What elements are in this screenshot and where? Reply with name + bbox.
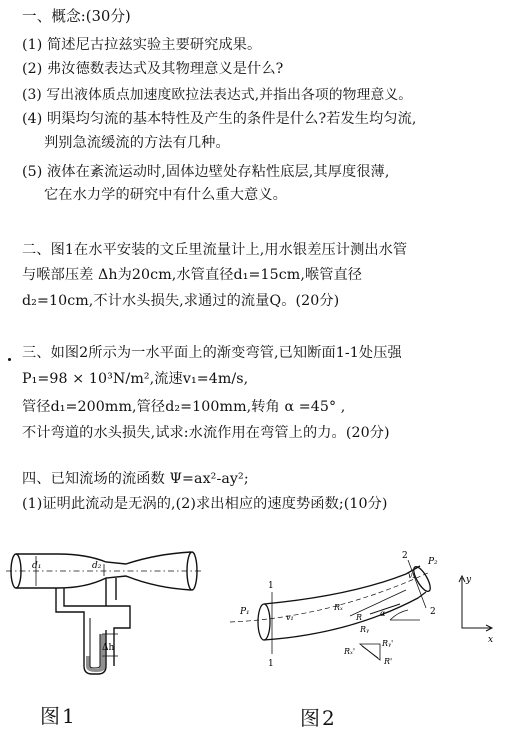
figure2-label-section1-bottom: 1 (268, 659, 274, 669)
figure1-label-d2: d₂ (92, 561, 102, 571)
question-1-2: (2) 弗汝德数表达式及其物理意义是什么? (22, 61, 284, 77)
question-1-5-line2: 它在水力学的研究中有什么重大意义。 (44, 187, 287, 203)
section2-line3: d₂=10cm,不计水头损失,求通过的流量Q。(20分) (22, 293, 340, 309)
figure1-label-dh: Δh (102, 643, 115, 653)
section1-title: 一、概念:(30分) (22, 8, 131, 25)
figure2-label-r2: R' (384, 657, 393, 666)
figure2-label-y-axis: y (466, 575, 472, 585)
figure2-label-r: R (356, 613, 363, 622)
figure2-label-alpha: α (380, 609, 386, 618)
question-1-3: (3) 写出液体质点加速度欧拉法表达式,并指出各项的物理意义。 (22, 87, 413, 103)
figure2-label-section2-b: 2 (430, 607, 436, 617)
section3-line4: 不计弯道的水头损失,试求:水流作用在弯管上的力。(20分) (22, 425, 390, 441)
section3-line2: P₁=98 × 10³N/m²,流速v₁=4m/s, (22, 371, 249, 387)
section4-line1: 四、已知流场的流函数 Ψ=ax²-ay²; (22, 471, 249, 487)
question-1-1: (1) 简述尼古拉兹实验主要研究成果。 (22, 37, 262, 53)
figure2-label-x-axis: x (488, 635, 494, 645)
figure2-label-p2: P₂ (428, 557, 438, 567)
section2-line2: 与喉部压差 Δh为20cm,水管直径d₁=15cm,喉管直径 (22, 267, 363, 283)
section4-line2: (1)证明此流动是无涡的,(2)求出相应的速度势函数;(10分) (22, 496, 388, 512)
figure2-label-section1-top: 1 (268, 581, 274, 591)
figure1-caption: 图1 (40, 704, 77, 728)
figure2-caption: 图2 (300, 706, 337, 730)
figure2-label-rx: Rₓ (334, 603, 343, 612)
section2-line1: 二、图1在水平安装的文丘里流量计上,用水银差压计测出水管 (22, 242, 408, 258)
figure1-venturi-diagram (6, 538, 206, 678)
section3-line1: 三、如图2所示为一水平面上的渐变弯管,已知断面1-1处压强 (22, 345, 402, 361)
stray-dot (8, 358, 11, 361)
figure2-label-p1: P₁ (240, 607, 250, 617)
figure2-bend-diagram (230, 548, 500, 678)
figure2-label-rx2: Rₓ' (344, 647, 356, 656)
question-1-5-line1: (5) 液体在紊流运动时,固体边壁处存粘性底层,其厚度很薄, (22, 164, 390, 180)
figure2-label-v1: v₁ (286, 613, 294, 622)
question-1-4-line1: (4) 明渠均匀流的基本特性及产生的条件是什么?若发生均匀流, (22, 111, 417, 127)
figure2-label-v2: v₂ (408, 571, 416, 580)
figure2-label-ry: Rᵧ (360, 625, 370, 634)
figure2-label-section2-a: 2 (402, 551, 408, 561)
question-1-4-line2: 判别急流缓流的方法有几种。 (44, 135, 230, 151)
figure1-label-d1: d₁ (32, 561, 42, 571)
section3-line3: 管径d₁=200mm,管径d₂=100mm,转角 α =45° , (22, 399, 346, 415)
figure2-label-ry2: Rᵧ' (382, 639, 394, 648)
